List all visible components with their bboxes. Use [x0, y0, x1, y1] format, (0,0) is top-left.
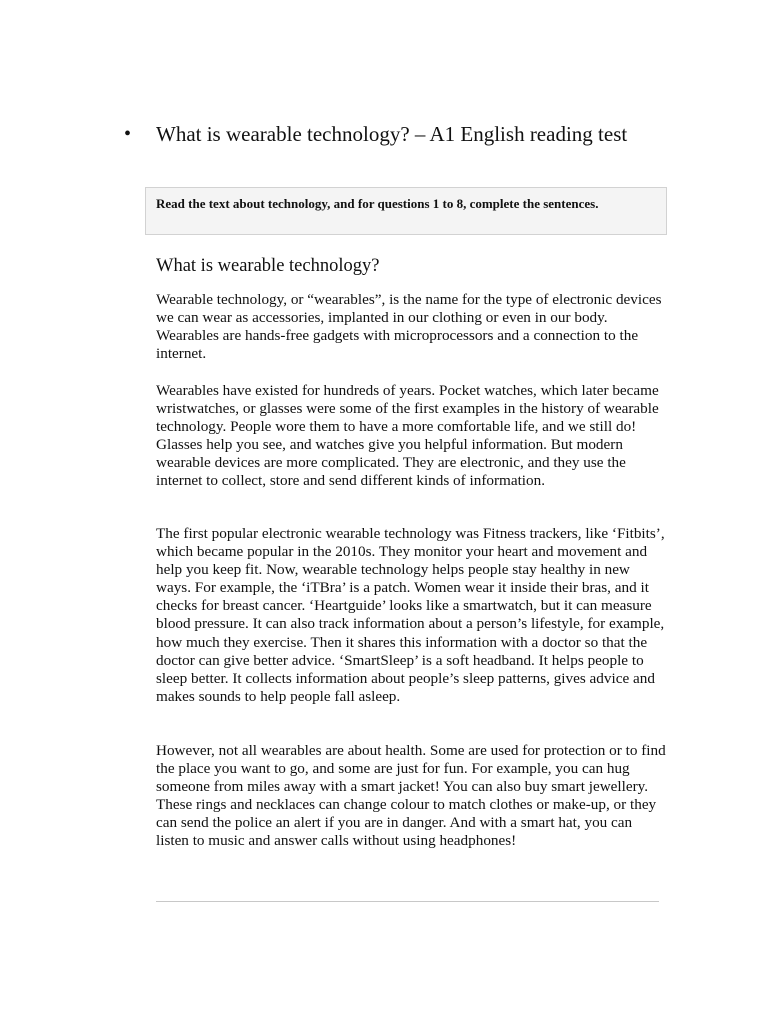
instruction-text: Read the text about technology, and for questions 1 to 8, complete the sentences.	[156, 196, 599, 211]
article-heading: What is wearable technology?	[156, 256, 380, 276]
title-list-item	[124, 121, 644, 147]
article-paragraph-4: However, not all wearables are about health. Some are used for protection or to find the place you want to go, and some are just for fun. For example, you can hug someone from miles away with a smart jacket! You can also buy smart jewellery. These rings and necklaces can change colour to match clothes or make-up, or they can send the police an alert if you are in danger. And with a smart hat, you can listen to music and answer calls without using headphones!	[156, 742, 666, 850]
article-paragraph-3: The first popular electronic wearable technology was Fitness trackers, like ‘Fitbits’, which became popular in the 2010s. They monitor your heart and movement and help you keep fit. Now, wearable technology helps people stay healthy in new ways. For example, the ‘iTBra’ is a patch. Women wear it inside their bras, and it checks for breast cancer. ‘Heartguide’ looks like a smartwatch, but it can measure blood pressure. It can also track information about a person’s lifestyle, for example, how much they exercise. Then it shares this information with a doctor so that the doctor can give better advice. ‘SmartSleep’ is a soft headband. It helps people to sleep better. It collects information about people’s sleep patterns, gives advice and makes sounds to help people fall asleep.	[156, 525, 665, 705]
horizontal-divider	[156, 901, 659, 902]
bullet-icon: •	[124, 123, 132, 145]
article-paragraph-2: Wearables have existed for hundreds of years. Pocket watches, which later became wristwatches, or glasses were some of the first examples in the history of wearable technology. People wore them to have a more comfortable life, and we still do! Glasses help you see, and watches give you helpful information. But modern wearable devices are more complicated. They are electronic, and they use the internet to collect, store and send different kinds of information.	[156, 382, 659, 490]
article-paragraph-1: Wearable technology, or “wearables”, is the name for the type of electronic devices we can wear as accessories, implanted in our clothing or even in our body. Wearables are hands-free gadgets with microprocessors and a connection to the internet.	[156, 291, 662, 363]
page-title: What is wearable technology? – A1 English reading test	[156, 122, 628, 146]
instruction-box	[145, 187, 667, 235]
